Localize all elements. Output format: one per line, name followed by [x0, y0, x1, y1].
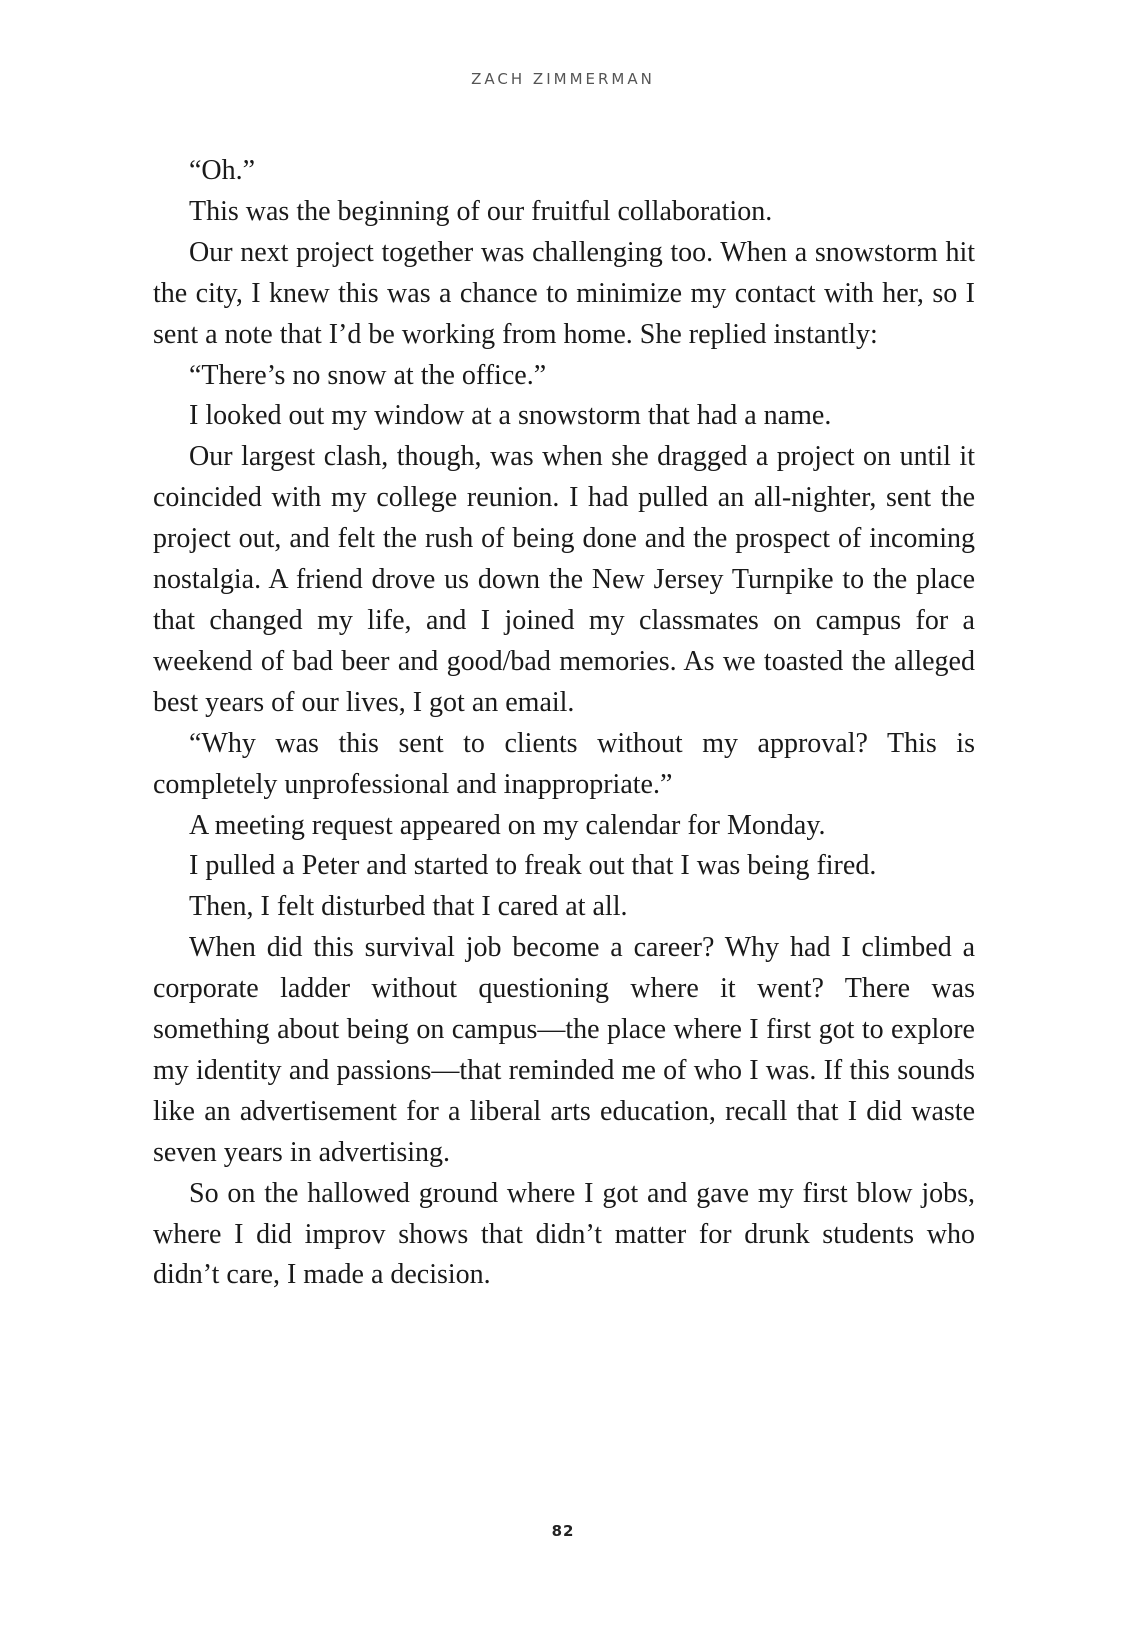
- paragraph: I pulled a Peter and started to freak out that I was being fired.: [189, 850, 877, 882]
- paragraph: “Why was this sent to clients without my approval? This is completely unprofessional and inappropriate.”: [153, 727, 975, 800]
- running-head-author: ZACH ZIMMERMAN: [471, 70, 655, 88]
- body-text: [153, 151, 975, 1296]
- paragraph: “Oh.”: [189, 155, 256, 186]
- paragraph: Then, I felt disturbed that I cared at all.: [189, 891, 628, 923]
- paragraph: This was the beginning of our fruitful collaboration.: [189, 195, 773, 227]
- paragraph: Our next project together was challenging too. When a snowstorm hit the city, I knew this was a chance to minimize my contact with her, so I sent a note that I’d be working from home. She replied instantly:: [153, 236, 975, 350]
- paragraph: I looked out my window at a snowstorm that had a name.: [189, 400, 832, 432]
- page-number: 82: [551, 1522, 575, 1540]
- paragraph: A meeting request appeared on my calendar for Monday.: [189, 809, 826, 841]
- paragraph: Our largest clash, though, was when she dragged a project on until it coincided with my college reunion. I had pulled an all-nighter, sent the project out, and felt the rush of being done and the prospect of incoming nostalgia. A friend drove us down the New Jersey Turnpike to the place that changed my life, and I joined my classmates on campus for a weekend of bad beer and good/bad memories. As we toasted the alleged best years of our lives, I got an email.: [153, 441, 975, 718]
- paragraph: “There’s no snow at the office.”: [189, 359, 547, 391]
- paragraph: So on the hallowed ground where I got and gave my first blow jobs, where I did improv shows that didn’t matter for drunk students who didn’t care, I made a decision.: [153, 1177, 975, 1291]
- paragraph: When did this survival job become a career? Why had I climbed a corporate ladder without questioning where it went? There was something about being on campus—the place where I first got to explore my identity and passions—that reminded me of who I was. If this sounds like an advertisement for a liberal arts education, recall that I did waste seven years in advertising.: [153, 932, 975, 1168]
